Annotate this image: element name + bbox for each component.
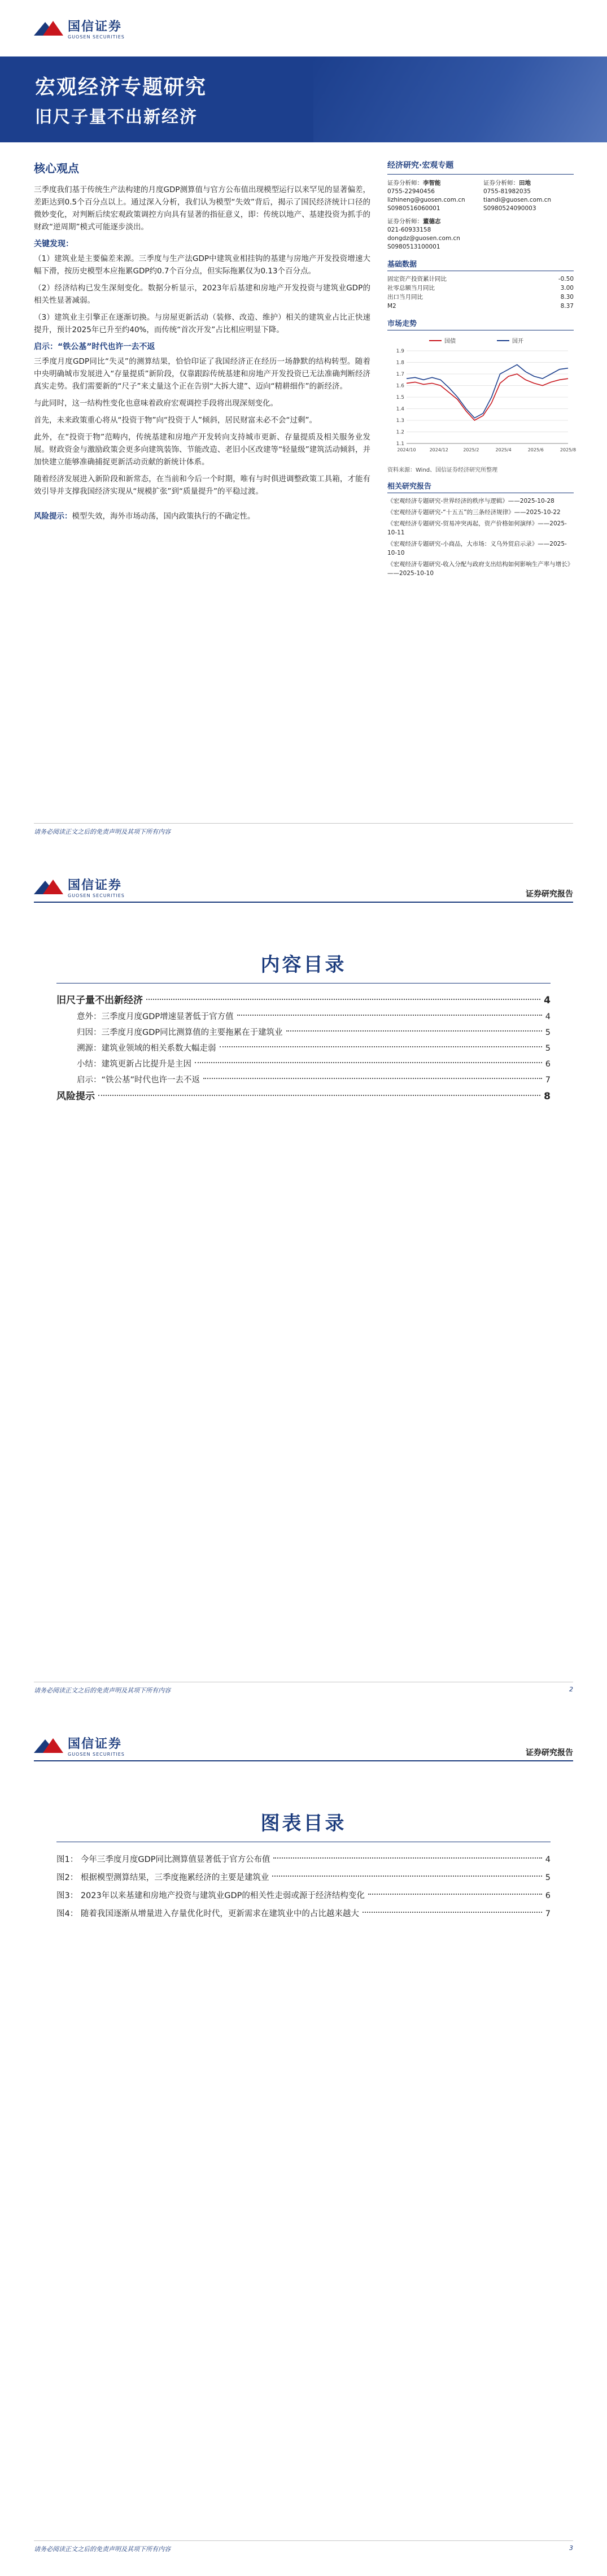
analyst-email[interactable]: lizhineng@guosen.com.cn	[387, 197, 465, 203]
risk-note	[34, 510, 370, 523]
toc-item[interactable]: 意外：三季度月度GDP增速显著低于官方值 4	[77, 1012, 551, 1021]
findings-title: 关键发现：	[34, 240, 73, 249]
y-tick-label: 1.2	[396, 429, 404, 436]
analyst-role: 证券分析师：	[387, 180, 423, 186]
analyst-phone: 021-60933158	[387, 227, 431, 233]
y-tick-label: 1.7	[396, 372, 404, 377]
related-report-link[interactable]: 《宏观经济专题研究-收入分配与政府支出结构如何影响生产率与增长》——2025-10-10	[387, 561, 574, 577]
finding-3: （3）建筑业主引擎正在逐渐切换。与房屋更新活动（装修、改造、维护）相关的建筑业占比正快速提升，预计2025年已升至约40%，而传统“首次开发”占比相应明显下降。	[34, 313, 370, 334]
analyst-3	[387, 217, 574, 251]
basic-data-row: 社零总额当月同比 3.00	[387, 285, 574, 291]
analyst-email[interactable]: dongdz@guosen.com.cn	[387, 235, 460, 242]
toc-item[interactable]: 风险提示 8	[56, 1091, 551, 1102]
figure-item[interactable]: 图4： 随着我国逐渐从增量进入存量优化时代，更新需求在建筑业中的占比越来越大 7	[56, 1909, 551, 1918]
logo-text-en: GUOSEN SECURITIES	[68, 34, 125, 40]
analyst-name: 田地	[519, 180, 531, 186]
legend-label: 国债	[444, 338, 456, 345]
analyst-name: 董德志	[423, 218, 441, 225]
header-divider	[34, 1760, 573, 1761]
related-research-title: 相关研究报告	[387, 480, 574, 493]
y-tick-label: 1.6	[396, 383, 404, 389]
analyst-role: 证券分析师：	[387, 218, 423, 225]
core-view-column	[34, 159, 370, 523]
page-footer	[34, 1682, 573, 1695]
sidebar	[387, 159, 577, 580]
related-report-link[interactable]: 《宏观经济专题研究-“十五五”的三条经济规律》——2025-10-22	[387, 509, 561, 516]
x-tick-label: 2025/6	[527, 447, 544, 452]
insight-2: 与此同时，这一结构性变化也意味着政府宏观调控手段将出现深刻变化。	[34, 399, 278, 408]
chart-source: 资料来源：Wind、国信证券经济研究所整理	[387, 467, 498, 473]
analyst-2	[483, 179, 574, 213]
report-type: 证券研究报告	[526, 890, 573, 899]
related-report-link[interactable]: 《宏观经济专题研究-小商品，大市场：义乌外贸启示录》——2025-10-10	[387, 541, 567, 556]
legend-label: 国开	[512, 338, 523, 345]
related-report-link[interactable]: 《宏观经济专题研究-贸易冲突再起，资产价格如何演绎》——2025-10-11	[387, 520, 567, 536]
analyst-cert: S0980524090003	[483, 205, 536, 212]
insight-5: 随着经济发展进入新阶段和新常态，在当前和今后一个时期，唯有与时俱进调整政策工具箱，才能有效引导并支撑我国经济实现从“规模扩张”到“质量提升”的平稳过渡。	[34, 475, 370, 496]
disclaimer-text: 请务必阅读正文之后的免责声明及其项下所有内容	[34, 828, 171, 836]
figure-item[interactable]: 图3： 2023年以来基建和房地产投资与建筑业GDP的相关性走弱或源于经济结构变化 6	[56, 1891, 551, 1900]
page-2	[0, 859, 607, 1717]
y-tick-label: 1.5	[396, 395, 404, 401]
toc-item[interactable]: 归因：三季度月度GDP同比测算值的主要拖累在于建筑业 5	[77, 1028, 551, 1037]
x-tick-label: 2024/10	[397, 447, 416, 452]
logo-mark-icon	[34, 20, 63, 37]
figure-item[interactable]: 图1： 今年三季度月度GDP同比测算值显著低于官方公布值 4	[56, 1855, 551, 1864]
disclaimer-text: 请务必阅读正文之后的免责声明及其项下所有内容	[34, 2545, 171, 2553]
page-footer	[34, 2540, 573, 2553]
report-subtitle: 旧尺子量不出新经济	[35, 107, 198, 127]
toc-item[interactable]: 启示：“铁公基”时代也许一去不返 7	[77, 1076, 551, 1085]
analyst-email[interactable]: tiandi@guosen.com.cn	[483, 197, 552, 203]
finding-1: （1）建筑业是主要偏差来源。三季度与生产法GDP中建筑业相挂钩的基建与房地产开发投资增速大幅下滑，按历史模型本应拖累GDP约0.7个百分点，但实际拖累仅为0.13个百分点。	[34, 254, 370, 276]
logo-mark-icon	[34, 878, 63, 895]
analyst-list	[387, 179, 574, 213]
insight-4: 此外，在“投资于物”范畴内，传统基建和房地产开发转向支持城市更新、存量提质及相关服务业发展。财政资金与激励政策会更多向建筑装饰、节能改造、老旧小区改建等“轻量级”建筑活动倾斜，并加快建立能够准确捕捉更新活动贡献的新统计体系。	[34, 433, 370, 467]
insight-3: 首先，未来政策重心将从“投资于物”向“投资于人”倾斜，居民财富未必不会“过剩”。	[34, 416, 317, 425]
toc-divider	[56, 983, 551, 984]
analyst-cert: S0980516060001	[387, 205, 440, 212]
analyst-phone: 0755-22940456	[387, 188, 435, 195]
y-tick-label: 1.9	[396, 349, 404, 354]
insight-1: 三季度月度GDP同比“失灵”的测算结果，恰恰印证了我国经济正在经历一场静默的结构转型。随着中央明确城市发展进入“存量提质”新阶段，仅靠跟踪传统基建和房地产开发投资已无法准确判断经济真实走势。我们需要新的“尺子”来丈量这个正在告别“大拆大建”、迈向“精耕细作”的新经济。	[34, 357, 370, 391]
logo-text-en: GUOSEN SECURITIES	[68, 1752, 125, 1757]
y-tick-label: 1.1	[396, 441, 404, 447]
toc-item[interactable]: 小结：建筑更新占比提升是主因 6	[77, 1060, 551, 1069]
basic-data-row: 出口当月同比 8.30	[387, 294, 574, 301]
sidebar-section: 经济研究·宏观专题	[387, 159, 574, 175]
page-number: 2	[569, 1686, 573, 1693]
header-divider	[34, 902, 573, 903]
page-3	[0, 1717, 607, 2576]
page-footer	[34, 823, 573, 836]
basic-data-table	[387, 275, 574, 311]
basic-data-title: 基础数据	[387, 258, 574, 271]
figures-list	[56, 1851, 551, 1923]
risk-text: 模型失效，海外市场动荡，国内政策执行的不确定性。	[72, 512, 255, 521]
insight-title: 启示：“铁公基”时代也许一去不返	[34, 342, 155, 351]
x-tick-label: 2025/2	[463, 447, 479, 452]
related-research-list	[387, 497, 574, 578]
y-tick-label: 1.4	[396, 406, 404, 412]
finding-2: （2）经济结构已发生深刻变化。数据分析显示，2023年后基建和房地产开发投资与建筑业GDP的相关性显著减弱。	[34, 284, 370, 305]
disclaimer-text: 请务必阅读正文之后的免责声明及其项下所有内容	[34, 1687, 171, 1694]
trend-chart-svg	[387, 334, 577, 464]
logo-mark-icon	[34, 1737, 63, 1754]
x-tick-label: 2025/4	[495, 447, 512, 452]
logo-text-en: GUOSEN SECURITIES	[68, 893, 125, 898]
x-tick-label: 2024/12	[429, 447, 448, 452]
basic-data-row: 固定资产投资累计同比 -0.50	[387, 276, 574, 282]
logo-text-cn: 国信证券	[68, 1737, 123, 1751]
core-view-title: 核心观点	[34, 162, 79, 175]
logo-text-cn: 国信证券	[68, 878, 123, 893]
analyst-1	[387, 179, 478, 213]
toc-item[interactable]: 溯源：建筑业领域的相关系数大幅走弱 5	[77, 1044, 551, 1053]
title-banner	[0, 56, 607, 142]
basic-data-row: M2 8.37	[387, 303, 574, 310]
market-trend-title: 市场走势	[387, 317, 574, 330]
figure-item[interactable]: 图2： 根据模型测算结果，三季度拖累经济的主要是建筑业 5	[56, 1873, 551, 1882]
logo-text-cn: 国信证券	[68, 20, 123, 34]
analyst-role: 证券分析师：	[483, 180, 519, 186]
toc-item[interactable]: 旧尺子量不出新经济 4	[56, 995, 551, 1006]
market-trend-chart	[387, 334, 577, 464]
toc-title: 内容目录	[260, 954, 347, 976]
analyst-name: 李智能	[423, 180, 441, 186]
x-tick-label: 2025/8	[560, 447, 577, 452]
company-logo	[34, 876, 125, 898]
page-1	[0, 0, 607, 859]
company-logo	[34, 1734, 125, 1757]
y-tick-label: 1.3	[396, 418, 404, 424]
figures-title: 图表目录	[260, 1812, 347, 1835]
y-tick-label: 1.8	[396, 360, 404, 366]
analyst-phone: 0755-81982035	[483, 188, 531, 195]
report-type: 证券研究报告	[526, 1748, 573, 1757]
report-title: 宏观经济专题研究	[35, 76, 207, 99]
core-intro: 三季度我们基于传统生产法构建的月度GDP测算值与官方公布值出现模型运行以来罕见的显著偏差，差距达到0.5个百分点以上。通过深入分析，我们认为模型“失效”背后，揭示了国民经济统计口径的微妙变化，对判断后续宏观政策调控方向具有显著的指征意义，即：传统以地产、基建投资为抓手的财政“逆周期”模式可能逐步淡出。	[34, 185, 370, 232]
company-logo	[34, 17, 125, 40]
analyst-cert: S0980513100001	[387, 243, 440, 250]
toc-list	[56, 992, 551, 1105]
risk-label: 风险提示：	[34, 512, 72, 521]
related-report-link[interactable]: 《宏观经济专题研究-世界经济的秩序与逻辑》——2025-10-28	[387, 498, 554, 504]
page-number: 3	[569, 2544, 573, 2552]
